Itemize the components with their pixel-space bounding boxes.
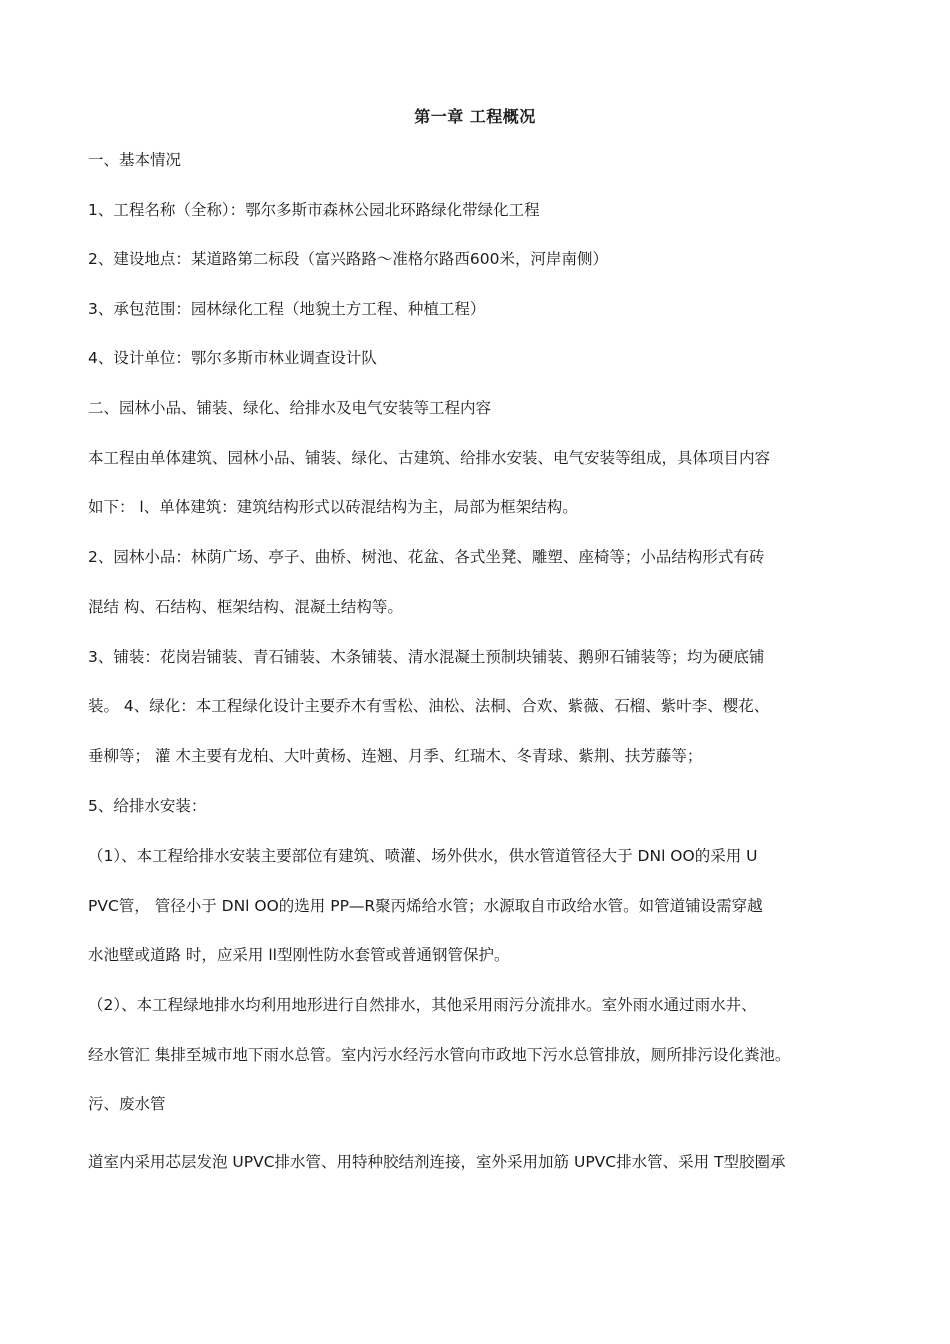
section-heading-content: 二、园林小品、铺装、绿化、给排水及电气安装等工程内容 xyxy=(88,399,492,417)
paragraph-line: 污、废水管 xyxy=(88,1095,166,1113)
paragraph-line: （2）、本工程绿地排水均利用地形进行自然排水，其他采用雨污分流排水。室外雨水通过雨水井、 xyxy=(88,996,757,1014)
scope-line: 3、承包范围：园林绿化工程（地貌土方工程、种植工程） xyxy=(88,300,486,318)
paragraph-line: 3、铺装：花岗岩铺装、青石铺装、木条铺装、清水混凝土预制块铺装、鹅卵石铺装等；均为硬底铺 xyxy=(88,648,765,666)
paragraph-line: 2、园林小品：林荫广场、亭子、曲桥、树池、花盆、各式坐凳、雕塑、座椅等；小品结构形式有砖 xyxy=(88,548,765,566)
section-heading-basic: 一、基本情况 xyxy=(88,151,182,169)
location-line: 2、建设地点：某道路第二标段（富兴路路～准格尔路西600米，河岸南侧） xyxy=(88,250,608,268)
paragraph-line: 水池壁或道路 时，应采用 ll型刚性防水套管或普通钢管保护。 xyxy=(88,946,510,964)
paragraph-line: PVC管， 管径小于 DNl OO的选用 PP—R聚丙烯给水管；水源取自市政给水管。如管道铺设需穿越 xyxy=(88,897,763,915)
paragraph-line: 如下： l、单体建筑：建筑结构形式以砖混结构为主，局部为框架结构。 xyxy=(88,498,578,516)
paragraph-line: 装。 4、绿化：本工程绿化设计主要乔木有雪松、油松、法桐、合欢、紫薇、石榴、紫叶李、樱花、 xyxy=(88,697,770,715)
design-unit-line: 4、设计单位：鄂尔多斯市林业调查设计队 xyxy=(88,349,377,367)
paragraph-line: 垂柳等； 灌 木主要有龙柏、大叶黄杨、连翘、月季、红瑞木、冬青球、紫荆、扶芳藤等； xyxy=(88,747,703,765)
paragraph-line: 混结 构、石结构、框架结构、混凝土结构等。 xyxy=(88,598,403,616)
paragraph-line: 经水管汇 集排至城市地下雨水总管。室内污水经污水管向市政地下污水总管排放，厕所排污设化粪池。 xyxy=(88,1046,791,1064)
paragraph-line: 道室内采用芯层发泡 UPVC排水管、用特种胶结剂连接，室外采用加筋 UPVC排水管、采用 T型胶圈承 xyxy=(88,1153,786,1171)
subsection-heading-plumbing: 5、给排水安装： xyxy=(88,797,207,815)
chapter-title: 第一章 工程概况 xyxy=(414,107,536,126)
paragraph-line: 本工程由单体建筑、园林小品、铺装、绿化、古建筑、给排水安装、电气安装等组成，具体项目内容 xyxy=(88,449,771,467)
project-name-line: 1、工程名称（全称）：鄂尔多斯市森林公园北环路绿化带绿化工程 xyxy=(88,201,540,219)
paragraph-line: （1）、本工程给排水安装主要部位有建筑、喷灌、场外供水，供水管道管径大于 DNl OO的采用 U xyxy=(88,847,758,865)
